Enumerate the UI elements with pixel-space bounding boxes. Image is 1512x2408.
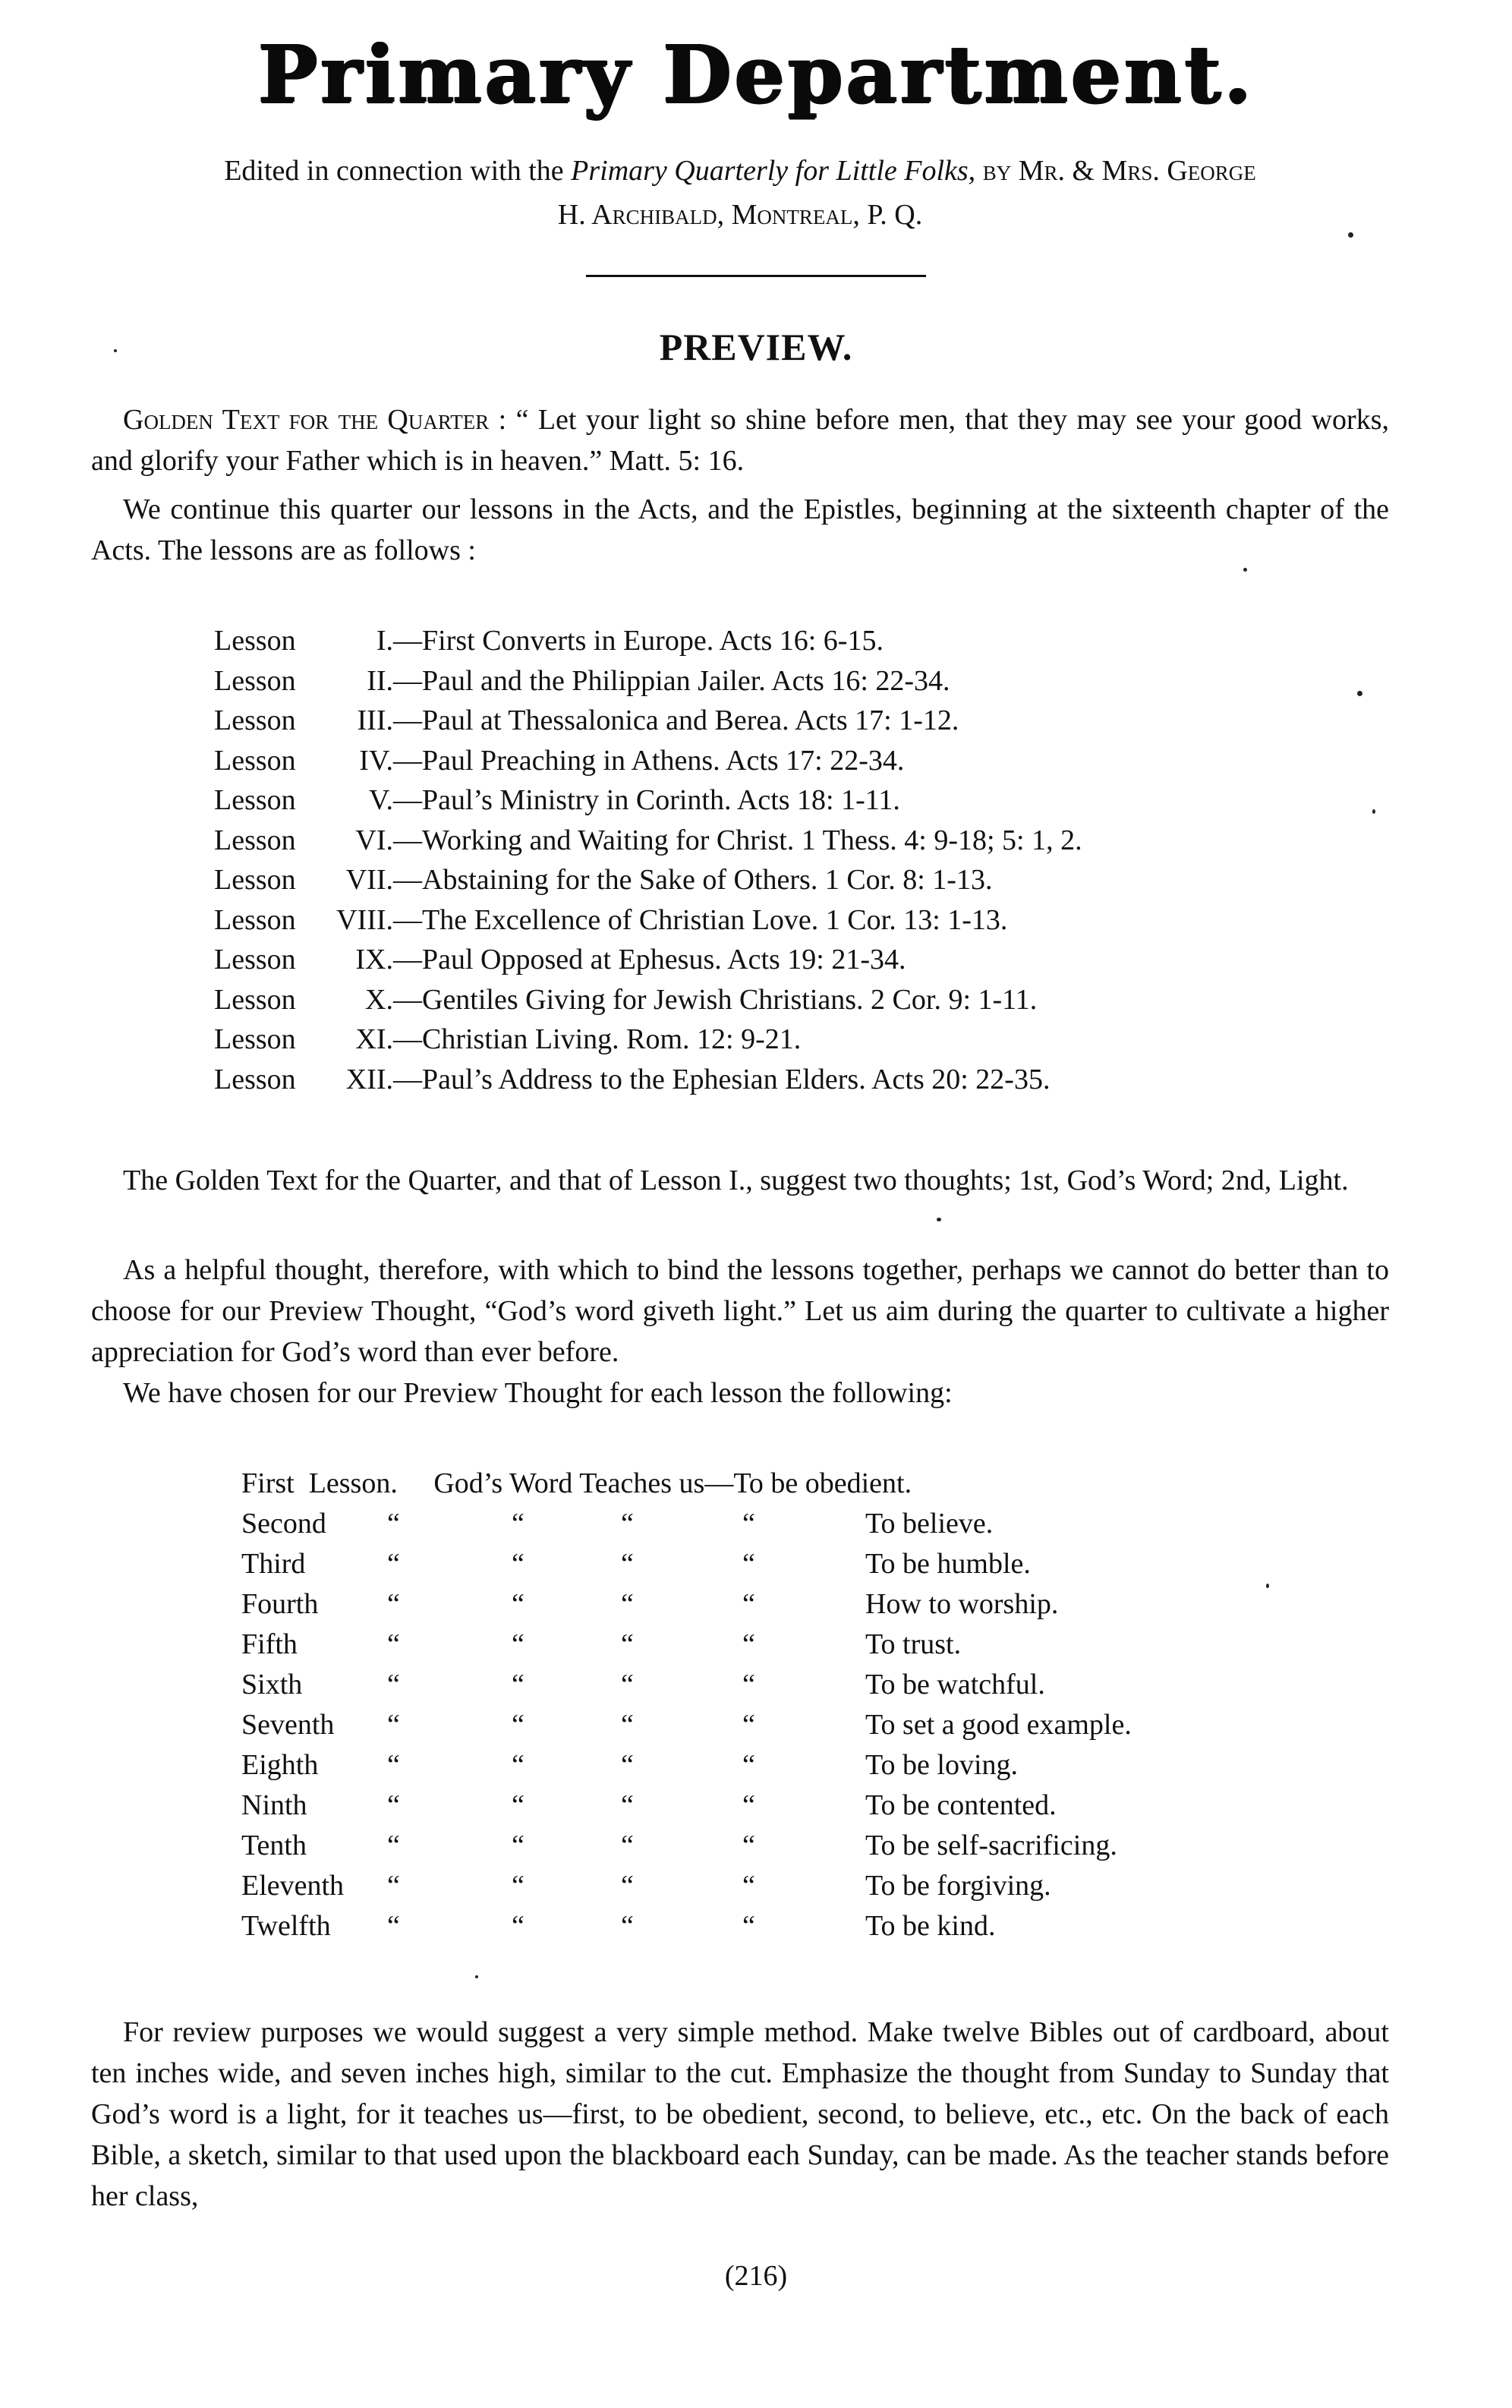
thought-value: To be contented. [865, 1789, 1057, 1821]
thought-lesson-name: Second [241, 1508, 326, 1540]
ditto-mark: “ [742, 1870, 755, 1902]
ditto-mark: “ [742, 1548, 755, 1580]
thought-row [241, 1826, 1117, 1866]
thought-lesson-name: Seventh [241, 1709, 335, 1741]
ditto-mark: “ [387, 1789, 400, 1821]
lesson-title: —The Excellence of Christian Love. 1 Cor. 13: 1-13. [393, 903, 1008, 936]
thought-row [241, 1745, 1019, 1786]
thought-rows [241, 1504, 1132, 1946]
lesson-title: —Paul Preaching in Athens. Acts 17: 22-34. [393, 744, 905, 777]
lesson-number: VII. [345, 864, 393, 896]
lesson-title: —Working and Waiting for Christ. 1 Thess. 4: 9-18; 5: 1, 2. [393, 824, 1082, 856]
lesson-row [214, 980, 1082, 1020]
lesson-row [214, 780, 1082, 821]
ditto-mark: “ [512, 1749, 524, 1781]
masthead-title: Primary Department. [257, 27, 1255, 121]
print-speck [475, 1975, 478, 1978]
thought-row [241, 1705, 1132, 1745]
lesson-row [214, 1020, 1082, 1060]
ditto-mark: “ [742, 1628, 755, 1660]
lesson-number: IV. [359, 744, 393, 777]
ditto-mark: “ [387, 1548, 400, 1580]
lesson-number: VIII. [336, 903, 393, 936]
thought-lesson-name: Eighth [241, 1749, 319, 1781]
thought-row [241, 1504, 994, 1544]
ditto-mark: “ [512, 1870, 524, 1902]
thought-lesson-name: Tenth [241, 1830, 307, 1861]
ditto-mark: “ [621, 1628, 634, 1660]
thought-lesson-name: Fourth [241, 1588, 319, 1620]
ditto-mark: “ [387, 1508, 400, 1540]
golden-text-paragraph [91, 399, 1389, 481]
lesson-word: Lesson [214, 944, 296, 975]
print-speck [1372, 809, 1375, 814]
chosen-paragraph: We have chosen for our Preview Thought for each lesson the following: [123, 1377, 953, 1409]
thought-row [241, 1665, 1045, 1705]
thought-row [241, 1906, 996, 1946]
helpful-thought-paragraph: As a helpful thought, therefore, with which to bind the lessons together, perhaps we cannot do better than to choose for our Preview Thought, “God’s word giveth light.” Let us aim during the quarter to cultivate a higher appreciation for God’s word than ever before. [91, 1254, 1389, 1368]
ditto-mark: “ [742, 1588, 755, 1620]
thought-lesson-name: Third [241, 1548, 306, 1580]
ditto-mark: “ [512, 1628, 524, 1660]
ditto-mark: “ [742, 1669, 755, 1700]
ditto-mark: “ [621, 1669, 634, 1700]
lesson-title: —First Converts in Europe. Acts 16: 6-15. [393, 625, 884, 657]
print-speck [114, 349, 117, 352]
lesson-number: I. [376, 625, 393, 657]
ditto-mark: “ [621, 1709, 634, 1741]
ditto-mark: “ [621, 1910, 634, 1942]
print-speck [1348, 232, 1353, 238]
ditto-mark: “ [387, 1910, 400, 1942]
ditto-mark: “ [742, 1709, 755, 1741]
ditto-mark: “ [512, 1669, 524, 1700]
lesson-word: Lesson [214, 744, 296, 777]
quarterly-title: Primary Quarterly for Little Folks, [571, 155, 976, 187]
ditto-mark: “ [742, 1830, 755, 1861]
thought-lesson-name: Sixth [241, 1669, 303, 1700]
credit-names: by Mr. & Mrs. George [975, 155, 1256, 187]
editor-credit-line-1 [91, 149, 1389, 193]
ditto-mark: “ [512, 1910, 524, 1942]
section-heading: PREVIEW. [659, 326, 853, 368]
golden-text-label: Golden Text for the Quarter : [123, 404, 507, 436]
print-speck [1357, 691, 1362, 696]
editor-credit-line-2: H. Archibald, Montreal, P. Q. [557, 199, 923, 231]
lesson-row [214, 860, 1082, 900]
lesson-row [214, 661, 1082, 701]
lesson-row [214, 900, 1082, 941]
lesson-title: —Paul’s Ministry in Corinth. Acts 18: 1-11. [393, 784, 900, 816]
lesson-word: Lesson [214, 1063, 296, 1095]
thought-value: To be humble. [865, 1548, 1031, 1580]
lesson-row [214, 940, 1082, 980]
ditto-mark: “ [387, 1628, 400, 1660]
ditto-mark: “ [742, 1789, 755, 1821]
golden-thoughts-paragraph: The Golden Text for the Quarter, and that of Lesson I., suggest two thoughts; 1st, God’s Word; 2nd, Light. [123, 1165, 1349, 1196]
ditto-mark: “ [512, 1508, 524, 1540]
lesson-word: Lesson [214, 903, 296, 936]
lesson-word: Lesson [214, 704, 296, 736]
lesson-number: X. [365, 983, 393, 1016]
thought-value: How to worship. [865, 1588, 1059, 1620]
lesson-word: Lesson [214, 1023, 296, 1055]
lesson-title: —Paul Opposed at Ephesus. Acts 19: 21-34. [393, 944, 906, 975]
page-number: (216) [724, 2260, 788, 2292]
print-speck [1266, 1584, 1269, 1588]
thought-value: To be forgiving. [865, 1870, 1051, 1902]
lesson-title: —Gentiles Giving for Jewish Christians. 2 Cor. 9: 1-11. [393, 983, 1038, 1016]
lesson-word: Lesson [214, 625, 296, 657]
ditto-mark: “ [512, 1830, 524, 1861]
lesson-word: Lesson [214, 983, 296, 1016]
print-speck [937, 1218, 941, 1221]
lesson-word: Lesson [214, 864, 296, 896]
lesson-row [214, 621, 1082, 661]
lesson-title: —Abstaining for the Sake of Others. 1 Cor. 8: 1-13. [393, 864, 993, 896]
ditto-mark: “ [387, 1830, 400, 1861]
thought-value: To trust. [865, 1628, 962, 1660]
ditto-mark: “ [742, 1910, 755, 1942]
thought-value: To set a good example. [865, 1709, 1132, 1741]
lesson-number: V. [368, 784, 393, 816]
lesson-row [214, 821, 1082, 861]
thought-row [241, 1544, 1031, 1584]
lesson-title: —Paul and the Philippian Jailer. Acts 16: 22-34. [393, 664, 950, 697]
thought-lesson-name: Ninth [241, 1789, 307, 1821]
lesson-number: XII. [345, 1063, 393, 1095]
lesson-title: —Paul at Thessalonica and Berea. Acts 17: 1-12. [393, 704, 959, 736]
ditto-mark: “ [387, 1870, 400, 1902]
lesson-number: XI. [355, 1023, 393, 1055]
thought-lesson-name: Twelfth [241, 1910, 331, 1942]
thought-lesson-name: Eleventh [241, 1870, 345, 1902]
intro-paragraph: We continue this quarter our lessons in the Acts, and the Epistles, beginning at the sixteenth chapter of the Acts. The lessons are as follows : [91, 493, 1389, 566]
ditto-mark: “ [387, 1709, 400, 1741]
thought-row [241, 1584, 1059, 1625]
lesson-number: VI. [355, 824, 393, 856]
ditto-mark: “ [512, 1709, 524, 1741]
ditto-mark: “ [512, 1548, 524, 1580]
lesson-row [214, 1060, 1082, 1100]
thought-row [241, 1866, 1051, 1906]
preview-thoughts-list [241, 1464, 1132, 1946]
credit-pre: Edited in connection with the [224, 155, 572, 187]
thought-value: To be self-sacrificing. [865, 1830, 1117, 1861]
ditto-mark: “ [512, 1789, 524, 1821]
thought-row [241, 1625, 962, 1665]
ditto-mark: “ [621, 1830, 634, 1861]
thought-value: To be watchful. [865, 1669, 1045, 1700]
thought-value: To be loving. [865, 1749, 1019, 1781]
lesson-number: IX. [355, 944, 393, 975]
lesson-word: Lesson [214, 824, 296, 856]
review-paragraph: For review purposes we would suggest a very simple method. Make twelve Bibles out of cardboard, about ten inches wide, and seven inches high, similar to the cut. Emphasize the thought from Sunday to Sunday that God’s word is a light, for it teaches us—first, to be obedient, second, to believe, etc., etc. On the back of each Bible, a sketch, similar to that used upon the blackboard each Sunday, can be made. As the teacher stands before her class, [91, 2016, 1389, 2212]
lesson-word: Lesson [214, 664, 296, 697]
section-rule [586, 275, 926, 277]
lesson-word: Lesson [214, 784, 296, 816]
ditto-mark: “ [621, 1548, 634, 1580]
ditto-mark: “ [387, 1669, 400, 1700]
lesson-row [214, 741, 1082, 781]
lesson-row [214, 701, 1082, 741]
ditto-mark: “ [387, 1749, 400, 1781]
golden-text-quote: “ Let your light so shine before men, that they may see your good works, and glorify your Father which is in heaven.” Matt. 5: 16. [91, 404, 1389, 477]
ditto-mark: “ [621, 1749, 634, 1781]
ditto-mark: “ [621, 1870, 634, 1902]
ditto-mark: “ [621, 1588, 634, 1620]
thought-value: To believe. [865, 1508, 994, 1540]
ditto-mark: “ [621, 1789, 634, 1821]
ditto-mark: “ [512, 1588, 524, 1620]
lesson-list [214, 621, 1082, 1099]
lesson-title: —Christian Living. Rom. 12: 9-21. [393, 1023, 802, 1055]
print-speck [1243, 568, 1247, 572]
thought-value: To be kind. [865, 1910, 996, 1942]
ditto-mark: “ [742, 1508, 755, 1540]
ditto-mark: “ [621, 1508, 634, 1540]
lesson-number: III. [357, 704, 393, 736]
ditto-mark: “ [387, 1588, 400, 1620]
thought-row [241, 1786, 1057, 1826]
ditto-mark: “ [742, 1749, 755, 1781]
thoughts-header-row: First Lesson. God’s Word Teaches us—To be obedient. [241, 1467, 912, 1499]
thought-lesson-name: Fifth [241, 1628, 298, 1660]
lesson-number: II. [367, 664, 393, 697]
lesson-title: —Paul’s Address to the Ephesian Elders. Acts 20: 22-35. [393, 1063, 1051, 1095]
